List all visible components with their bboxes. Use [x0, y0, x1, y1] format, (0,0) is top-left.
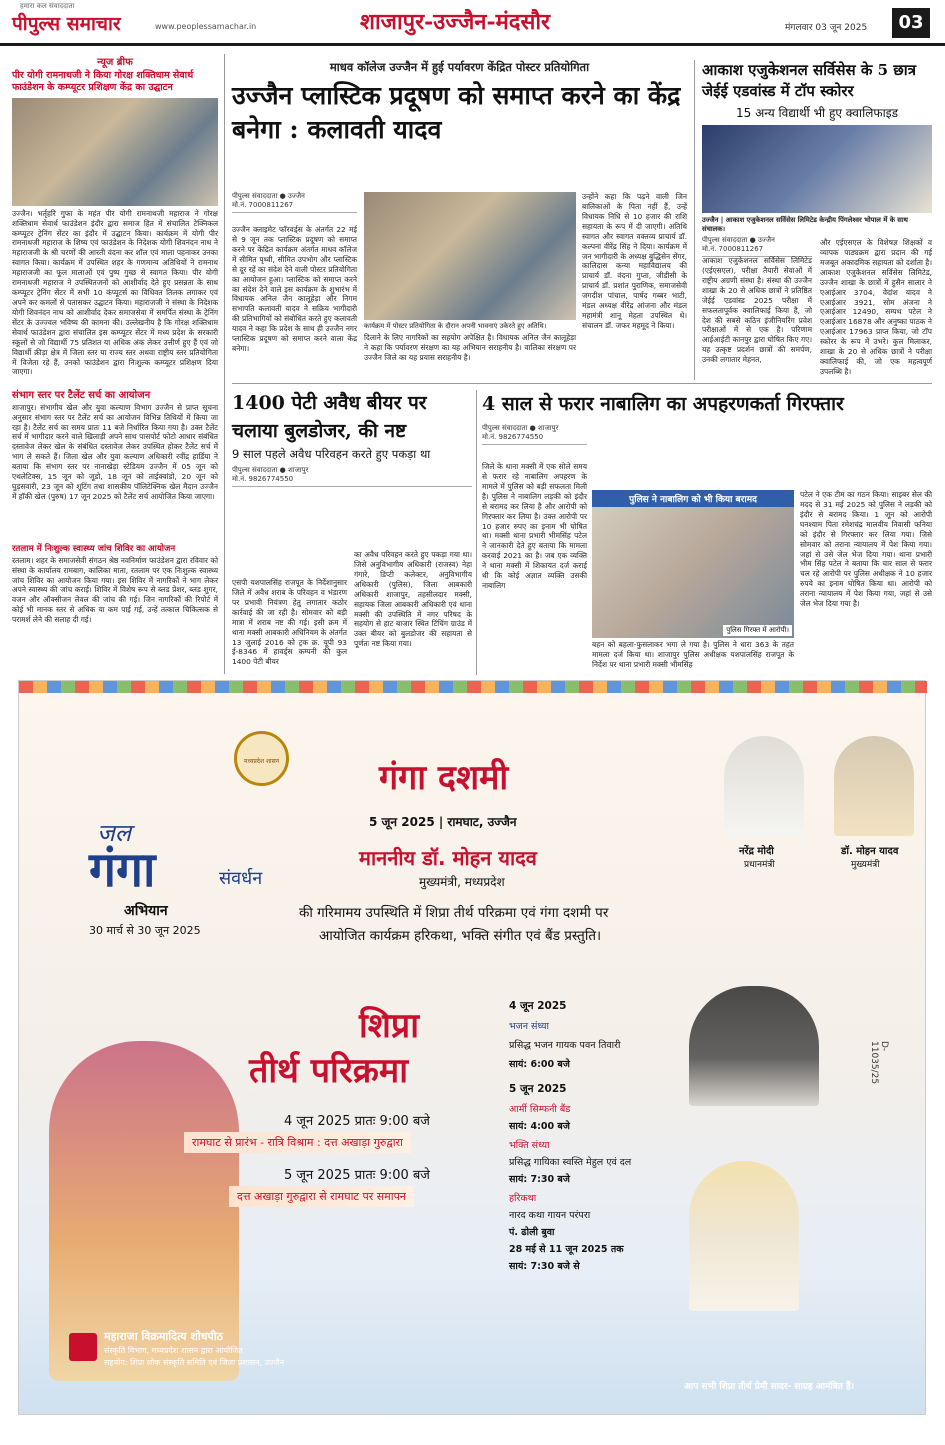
- chief-guest-role: मुख्यमंत्री, मध्यप्रदेश: [419, 875, 505, 889]
- section-label: न्यूज ब्रीफ: [97, 57, 133, 68]
- photo-caption: कार्यक्रम में पोस्टर प्रतियोगिता के दौरान अपनी भावनाएं उकेरते हुए अतिथि।: [364, 322, 547, 330]
- story-body: और एईएसएल के विशेषज्ञ शिक्षकों व व्यापक पाठ्यक्रम द्वारा प्रदान की गई मजबूत अकादमिक सहायता को दर्शाता है। आकाश एजुकेशनल सर्विसेस लिमिटेड, उज्जैन शाखा के छात्रों में हुसैन सालार ने एआईआर 3704, वेदांश यादव ने एआईआर 3921, सोम अंजना ने एआईआर 12490, सम्पथ पटेल ने एआईआर 16878 और अनुष्का पाठक ने एआईआर 17963 प्राप्त किया, जो टॉप स्कोरर के रूप में उभरे। कुल मिलाकर, शाखा के 20 से अधिक छात्रों ने परीक्षा क्वालिफाई की, जो एक महत्वपूर्ण उपलब्धि है।: [820, 238, 932, 376]
- story-photo: [364, 192, 576, 320]
- performer-portrait: [689, 986, 819, 1106]
- story-body: का अवैध परिवहन करते हुए पकड़ा गया था। जिसे अनुविभागीय अधिकारी (राजस्व) नेहा गंगारे, डिप्टी कलेक्टर, अनुविभागीय अधिकारी (पुलिस), जिला आबकारी अधिकारी शाजापुर, तहसीलदार मक्सी, सहायक जिला आबकारी अधिकारी एवं थाना मक्सी की उपस्थिति में नगर परिषद के सहयोग से हाट बाजार स्थित टिंचिंग ग्राउंड में उक्त बीयर को बुलडोजर की सहायता से पूर्णतः नष्ट किया गया।: [354, 550, 472, 649]
- logo-word: संवर्धन: [219, 868, 263, 889]
- story-body: उज्जैन क्लाइमेट फॉरवर्ड्स के अंतर्गत 22 मई से 9 जून तक प्लास्टिक प्रदूषण को समाप्त करने पर केंद्रित कार्यक्रम अंतर्गत माधव कॉलेज में सीमित पृथ्वी, सीमित उपभोग और प्लास्टिक से दूर रहें का संदेश देने वाली पोस्टर प्रतियोगिता का आयोजन हुआ। प्लास्टिक को समाप्त करने का संदेश देने वाले इस कार्यक्रम के शुभारंभ में विधायक अनिल जैन कालूहेड़ा और निगम सभापति कलावती यादव ने सक्रिय भागीदारी की प्रतिभागियों को संबोधित करते हुए कलावती यादव ने कहा कि प्रदेश के साथ ही उज्जैन नगर प्लास्टिक प्रदूषण को समाप्त करने वाला केंद्र बनेगा।: [232, 225, 357, 354]
- logo-word: अभियान: [124, 903, 168, 919]
- article-headline: रतलाम में निःशुल्क स्वास्थ्य जांच शिविर का आयोजन: [12, 543, 176, 554]
- schedule-text: प्रसिद्ध गायिका स्वस्ति मेहुल एवं दल: [509, 1157, 632, 1168]
- ad-date-venue: 5 जून 2025 | रामघाट, उज्जैन: [369, 815, 517, 829]
- byline-text: पीपुल्स संवाददाता ● शाजापुर: [232, 466, 309, 475]
- article-body: उज्जैन। भर्तृहरि गुफा के महंत पीर योगी रामनाथजी महाराज ने गोरक्ष शक्तिधाम सेवार्थ फाउंडेशन इंदौर द्वारा समाज हित में संचालित टेक्निकल कम्प्यूटर ट्रेनिंग सेंटर का इंदौर में उद्घाटन किया। कार्यक्रम में योगी पीर रामनाथजी महाराज के शिष्य एवं फाउंडेशन के निदेशक योगी शिवनंदन नाथ ने महाराजजी के श्री चरणों की आरती वंदना कर शॉल एवं माला पहनाकर उनका स्वागत किया। कार्यक्रम में उपस्थित शहर के गणमान्य अतिथियों ने रामनाथ महाराजजी का फूल मालाओं एवं पुष्प गुच्छ से स्वागत किया। पीर योगी रामनाथजी महाराज ने उपस्थितजनों को आशीर्वाद देते हुए प्रसन्नता के साथ कम्प्यूटर ट्रेनिंग सेंटर में सभी 10 कंप्यूटर्स का विधिवत तिलक लगाकर एवं अपने कर कमलों से पतासकर उद्घाटन किया। महाराजजी ने संस्था के निदेशक योगी शिवनंदन नाथ को आशीर्वाद देकर समाजसेवा में समर्पित संस्था के ट्रेनिंग सेंटर के उज्ज्वल भविष्य की कामना की। उल्लेखनीय है कि गोरक्ष शक्तिधाम सेवार्थ फाउंडेशन द्वारा संचालित इस कम्प्यूटर सेंटर में मध्य प्रदेश के सरकारी स्कूलों से जो विद्यार्थी 75 प्रतिशत या अधिक अंक लेकर उत्तीर्ण हुए हैं एवं जो विद्यार्थी क्रीड़ा क्षेत्र में जिला स्तर या राज्य स्तर अथवा राष्ट्रीय स्तर प्रतियोगिता में विजेता रहे हैं, उनको फाउंडेशन द्वारा निःशुल्क कम्प्यूटर प्रशिक्षण दिया जाएगा।: [12, 208, 218, 377]
- yatra-route: रामघाट से प्रारंभ - रात्रि विश्राम : दत्त अखाड़ा गुरुद्वारा: [184, 1132, 411, 1153]
- story-subheadline: 15 अन्य विद्यार्थी भी हुए क्वालिफाइड: [735, 106, 899, 120]
- story-body: जिले के थाना मक्सी में एक सोले समय से फरार रहे नाबालिग अपहरण के मामले में पुलिस को बड़ी सफलता मिली है। पुलिस ने नाबालिग लड़की को इंदौर से बरामद कर लिया है और आरोपी को गिरफ्तार कर लिया है। उक्त आरोपी पर 10 हजार रुपए का इनाम भी घोषित था। मक्सी थाना प्रभारी भीमसिंह पटेल ने जानकारी देते हुए बताया कि मामला करवाई 2021 का है। जब एक व्यक्ति ने थाना मक्सी में शिकायत दर्ज कराई थी कि कोई अज्ञात व्यक्ति उसकी नाबालिग: [482, 462, 587, 591]
- ad-code: D-11035/25: [869, 1041, 889, 1085]
- story-photo: [702, 125, 932, 213]
- article-body: शाजापुर। संभागीय खेल और युवा कल्याण विभाग उज्जैन से प्राप्त सूचना अनुसार संभाग स्तर पर टैलेंट सर्च का आयोजन विभिन्न तिथियों में किया जा रहा है। टैलेंट सर्च का समय प्रातः 11 बजे निर्धारित किया गया है। उक्त टैलेंट सर्च में भागीदार करने वाले खिलाड़ी अपने साथ पासपोर्ट फोटो आधार संबंधित दस्तावेज लेकर खेल के संबंधित दस्तावेज लेकर उपस्थित होकर टैलेंट सर्च में भाग ले सकते हैं। जिला खेल और युवा कल्याण अधिकारी रवींद्र हार्डिया ने बताया कि संभाग स्तर पर नानाखेड़ा स्टेडियम उज्जैन में 05 जून को एथलेटिक्स, 15 जून को जूडो, 18 जून को ताईक्वांडो, 20 जून को घुड़सवारी, 23 जून को शूटिंग तथा शासकीय पॉलिटेक्निक खेल मैदान उज्जैन में हॉकी खेल (पुरुष) 17 जून 2025 को टैलेंट सर्च आयोजित किया जाएगा।: [12, 402, 218, 501]
- government-ad: [18, 680, 926, 1415]
- story-byline: [702, 236, 812, 257]
- story-headline: 4 साल से फरार नाबालिग का अपहरणकर्ता गिरफ्तार: [482, 393, 844, 415]
- leader-role: मुख्यमंत्री: [851, 860, 880, 870]
- story-byline: [232, 466, 472, 487]
- news-brief-column: [12, 54, 218, 674]
- ad-invite: आप सभी शिप्रा तीर्थ प्रेमी सादर- साग्रह आमंत्रित हैं।: [684, 1382, 855, 1392]
- byline-text: पीपुल्स संवाददाता ● उज्जैन: [232, 192, 305, 200]
- schedule-event: आर्मी सिम्फनी बैंड: [509, 1104, 571, 1115]
- story-headline: 1400 पेटी अवैध बीयर पर चलाया बुलडोजर, की नष्ट: [232, 392, 427, 442]
- leader-name: नरेंद्र मोदी: [739, 846, 774, 857]
- kidnap-story: [482, 390, 932, 675]
- leader-role: प्रधानमंत्री: [744, 860, 775, 870]
- newspaper-logo: पीपुल्स समाचार: [12, 13, 121, 35]
- yatra-time: 4 जून 2025 प्रातः 9:00 बजे: [284, 1114, 430, 1129]
- jal-ganga-logo: [79, 801, 299, 951]
- leader-portrait: [724, 736, 804, 836]
- schedule-time: सायं: 7:30 बजे: [509, 1174, 570, 1185]
- ad-line: आयोजित कार्यक्रम हरिकथा, भक्ति संगीत एवं बैंड प्रस्तुति।: [319, 928, 602, 944]
- photo-title: पुलिस ने नाबालिग को भी किया बरामद: [592, 490, 794, 507]
- schedule-time: सायं: 7:30 बजे से: [509, 1261, 580, 1272]
- schedule-text: पं. ढोली बुवा: [509, 1227, 555, 1238]
- article-body: रतलाम। शहर के समाजसेवी संगठन श्रेष्ठ नवनिर्माण फाउंडेशन द्वारा रविवार को संस्था के कार्यालय रामबाग, कालिका माता, रतलाम पर एक निःशुल्क स्वास्थ्य जांच शिविर का आयोजन किया गया। इस शिविर में नागरिकों ने भाग लेकर अपने स्वास्थ्य की जांच कराई। शिविर में विशेष रूप से ब्लड प्रेशर, ब्लड शुगर, वजन और ऑक्सीजन लेवल की जांच की गई। जिन नागरिकों की रिपोर्ट में कोई भी मानक स्तर से अधिक या कम पाई गई, उन्हें तत्काल चिकित्सक से परामर्श लेने की सलाह दी गई।: [12, 555, 218, 625]
- story-photo: [592, 490, 794, 638]
- leader-name: डॉ. मोहन यादव: [841, 846, 899, 857]
- column-divider: [224, 54, 225, 674]
- story-kicker: माधव कॉलेज उज्जैन में हुई पर्यावरण केंद्रित पोस्टर प्रतियोगिता: [329, 60, 590, 74]
- byline-text: पीपुल्स संवाददाता ● उज्जैन: [702, 236, 775, 244]
- photo-caption: पुलिस गिरफ्त में आरोपी।: [723, 625, 792, 636]
- story-body: एसपी यशपालसिंह राजपूत के निर्देशानुसार जिले में अवैध शराब के परिवहन व भंडारण पर प्रभावी नियंत्रण हेतु लगातार कठोर कार्रवाई की जा रही है। सोमवार को बड़ी मात्रा में शराब नष्ट की गई। इसी क्रम में थाना मक्सी आबकारी अधिनियम के अंतर्गत 13 जुलाई 2016 को ट्रक क्र. यूपी 93 ई-8346 में हावर्ड्स कम्पनी की कुल 1400 पेटी बीयर: [232, 578, 347, 667]
- edition-title: शाजापुर-उज्जैन-मंदसौर: [360, 9, 551, 35]
- education-story: [702, 60, 932, 380]
- issue-date: मंगलवार 03 जून 2025: [785, 23, 868, 33]
- column-divider: [476, 390, 477, 675]
- shodhpeeth-logo-icon: [69, 1333, 97, 1361]
- article-headline: संभाग स्तर पर टैलेंट सर्च का आयोजन: [12, 389, 151, 401]
- performer-portrait: [689, 1161, 799, 1311]
- yatra-title: तीर्थ परिक्रमा: [249, 1051, 409, 1091]
- story-body: आकाश एजुकेशनल सर्विसेस लिमिटेड (एईएसएल), परीक्षा तैयारी सेवाओं में राष्ट्रीय अग्रणी संस्था है। संस्था की उज्जैन शाखा के 20 से अधिक छात्रों ने प्रतिष्ठित जेईई एडवांस्ड 2025 परीक्षा में सफलतापूर्वक क्वालिफाई किया है, जो देश की सबसे कठिन इंजीनियरिंग प्रवेश परीक्षाओं में से एक है। परिणाम आईआईटी कानपुर द्वारा घोषित किए गए। यह उत्कृष्ट प्रदर्शन छात्रों की समर्पण, उनकी लगातार मेहनत,: [702, 256, 812, 365]
- story-byline: [482, 424, 587, 445]
- schedule-text: 28 मई से 11 जून 2025 तक: [509, 1244, 624, 1255]
- story-body: दिलाने के लिए नागरिकों का सहयोग अपेक्षित है। विधायक अनिल जैन कालूहेड़ा ने कहा कि पर्यावरण संरक्षण का यह अभियान सराहनीय है। वालिका संरक्षण पर उज्जैन जिले का यह प्रयास सराहनीय है।: [364, 333, 576, 362]
- ad-title: गंगा दशमी: [379, 758, 509, 798]
- masthead: [0, 0, 945, 46]
- story-headline: उज्जैन प्लास्टिक प्रदूषण को समाप्त करने का केंद्र बनेगा : कलावती यादव: [232, 81, 681, 144]
- story-body: उन्होंने कहा कि पढ़ने वाली जिन बालिकाओं के पिता नहीं हैं, उन्हें विधायक निधि से 10 हजार की राशि सहायता के रूप में दी जाएगी। अतिथि स्वागत और स्वागत वक्तव्य प्राचार्य डॉ. कल्पना वीरेंद्र सिंह ने दिया। कार्यक्रम में जन भागीदारी के अध्यक्ष बुद्धिसेन सेंगर, कालिदास कन्या महाविद्यालय की प्राचार्य डॉ. वंदना गुप्ता, जीडीसी के प्राचार्य डॉ. प्रशांत पुराणिक, समाजसेवी जगदीश पांचाल, पार्षद गब्बर भाटी, मंडल अध्यक्ष वीरेंद्र आंजना और मंडल महामंत्री शानू मेहता उपस्थित थे। संचालन डॉ. जफर महमूद ने किया।: [582, 192, 687, 330]
- logo-tagline: हमारा कल संवाददाता: [20, 2, 75, 10]
- byline-text: पीपुल्स संवाददाता ● शाजापुर: [482, 424, 559, 432]
- schedule-time: सायं: 4:00 बजे: [509, 1121, 570, 1132]
- event-schedule: [509, 999, 709, 1289]
- schedule-time: सायं: 6:00 बजे: [509, 1059, 570, 1070]
- photo-caption: उज्जैन | आकाश एजुकेशनल सर्विसेस लिमिटेड केन्द्रीय पिंगलेश्वर भोपाल में के साथ संचालक।: [702, 216, 908, 233]
- schedule-event: भक्ति संध्या: [509, 1140, 550, 1151]
- page-number: 03: [892, 8, 930, 38]
- ad-line: की गरिमामय उपस्थिति में शिप्रा तीर्थ परिक्रमा एवं गंगा दशमी पर: [299, 905, 609, 921]
- column-divider: [694, 60, 695, 380]
- story-body: बहन को बहला-फुसलाकर भगा ले गया है। पुलिस ने धारा 363 के तहत मामला दर्ज किया था। शाजापुर पुलिस अधीक्षक यशपालसिंह राजपूत के निर्देश पर थाना प्रभारी मक्सी भीमसिंह: [592, 640, 794, 669]
- story-body: पटेल ने एक टीम का गठन किया। साइबर सेल की मदद से 31 मई 2025 को पुलिस ने लड़की को इंदौर से बरामद किया। 1 जून को आरोपी घनश्याम पिता रमेशचंद्र मालवीय निवासी फनिया को इंदौर से गिरफ्तार कर लिया गया। जिसे सोमवार को तराना न्यायालय में पेश किया गया। जहां से उसे जेल भेज दिया गया। थाना प्रभारी भीम सिंह पटेल ने बताया कि चार साल से फरार चल रहे आरोपी पर पुलिस अधीक्षक ने 10 हजार रुपये का इनाम घोषित किया था। आरोपी को तराना न्यायालय में पेश किया गया, जहां से उसे जेल भेज दिया गया है।: [800, 490, 932, 609]
- story-headline: आकाश एजुकेशनल सर्विसेस के 5 छात्र जेईई एडवांस्ड में टॉप स्कोरर: [702, 61, 916, 100]
- yatra-title: शिप्रा: [359, 1006, 420, 1046]
- schedule-text: प्रसिद्ध भजन गायक पवन तिवारी: [509, 1040, 621, 1051]
- schedule-date: 4 जून 2025: [509, 1000, 567, 1012]
- organizer-name: महाराजा विक्रमादित्य शोधपीठ: [104, 1330, 223, 1343]
- leader-portrait: [834, 736, 914, 836]
- article-photo: [12, 98, 218, 206]
- schedule-date: 5 जून 2025: [509, 1083, 567, 1095]
- yatra-time: 5 जून 2025 प्रातः 9:00 बजे: [284, 1168, 430, 1183]
- decorative-bunting: [19, 681, 927, 693]
- schedule-event: हरिकथा: [509, 1193, 537, 1204]
- campaign-dates: 30 मार्च से 30 जून 2025: [89, 924, 201, 937]
- mp-emblem-icon: मध्यप्रदेश शासन: [234, 731, 289, 786]
- yatra-route: दत्त अखाड़ा गुरुद्वारा से रामघाट पर समापन: [229, 1186, 414, 1207]
- beer-story: [232, 390, 472, 675]
- row-divider: [232, 383, 932, 384]
- byline-mobile: मो.नं. 9826774550: [232, 475, 294, 484]
- chief-guest: माननीय डॉ. मोहन यादव: [359, 846, 537, 870]
- story-subheadline: 9 साल पहले अवैध परिवहन करते हुए पकड़ा था: [232, 447, 431, 462]
- byline-mobile: मो.नं. 7000811267: [702, 245, 764, 253]
- schedule-text: नारद कथा गायन परंपरा: [509, 1210, 591, 1221]
- byline-mobile: मो.नं. 9826774550: [482, 433, 544, 441]
- website-url: www.peoplessamachar.in: [155, 22, 257, 31]
- logo-word: जल: [97, 819, 132, 847]
- schedule-event: भजन संध्या: [509, 1021, 549, 1032]
- story-body: [580, 333, 687, 373]
- organizer-text: सहयोग: शिप्रा लोक संस्कृति समिति एवं जिला प्रशासन, उज्जैन: [104, 1358, 285, 1367]
- article-headline: पीर योगी रामनाथजी ने किया गोरक्ष शक्तिधाम सेवार्थ फाउंडेशन के कम्प्यूटर प्रशिक्षण केंद्र का उद्घाटन: [12, 70, 194, 94]
- byline-mobile: मो.नं. 7000811267: [232, 201, 294, 209]
- organizer-text: संस्कृति विभाग, मध्यप्रदेश शासन द्वारा आयोजित: [104, 1346, 243, 1355]
- story-byline: [232, 192, 357, 213]
- logo-word: गंगा: [89, 842, 156, 898]
